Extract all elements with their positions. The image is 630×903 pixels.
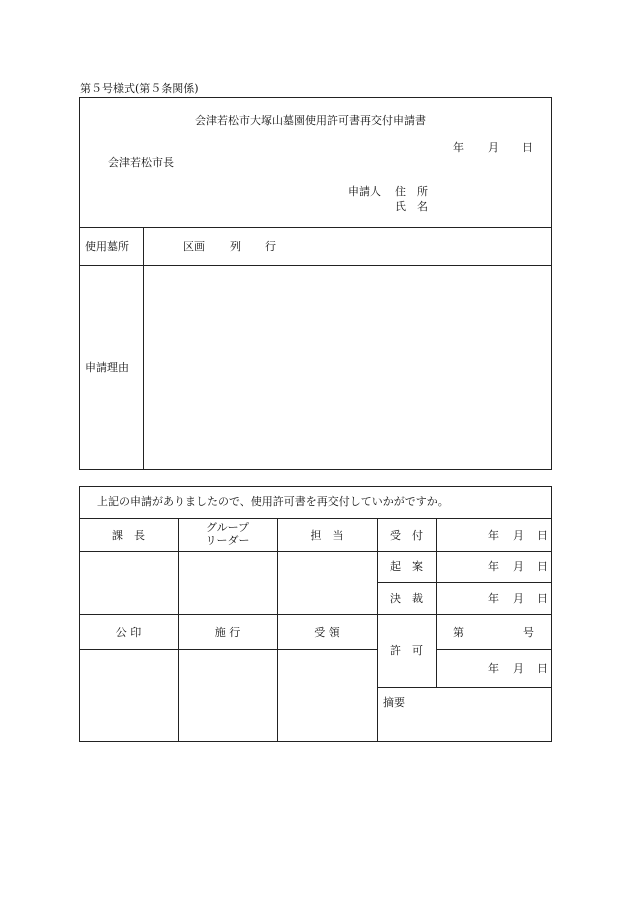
drafted-year: 年 (488, 560, 499, 573)
permit-number-suffix: 号 (523, 626, 534, 639)
executed-header: 施 行 (214, 626, 241, 639)
admin-statement: 上記の申請がありましたので、使用許可書を再交付していかがですか。 (97, 495, 449, 508)
received-day: 日 (537, 529, 548, 542)
plot-line-label: 行 (265, 240, 276, 253)
notes-label: 摘要 (383, 696, 405, 709)
divider (79, 518, 552, 519)
group-leader-header-line2: リーダー (205, 534, 250, 548)
permit-month: 月 (513, 662, 524, 675)
permit-day: 日 (537, 662, 548, 675)
staff-stamp-cell[interactable] (282, 556, 372, 610)
permit-number-prefix: 第 (453, 626, 464, 639)
divider (377, 687, 552, 688)
form-number-label: 第５号様式(第５条関係) (80, 82, 199, 95)
divider (377, 551, 552, 552)
drafted-month: 月 (513, 560, 524, 573)
date-month-label: 月 (488, 141, 499, 154)
group-leader-header (178, 521, 277, 547)
divider (79, 227, 552, 228)
divider (436, 518, 437, 687)
chief-header: 課 長 (112, 529, 145, 542)
plot-row-label: 列 (230, 240, 241, 253)
group-leader-stamp-cell[interactable] (183, 556, 273, 610)
approved-day: 日 (537, 592, 548, 605)
seal-stamp-cell[interactable] (84, 654, 174, 738)
permit-header: 許 可 (390, 644, 423, 657)
drafted-header: 起 案 (390, 560, 423, 573)
drafted-day: 日 (537, 560, 548, 573)
plot-section-label: 区画 (183, 240, 205, 253)
staff-header: 担 当 (310, 529, 344, 542)
received-header: 受 付 (390, 529, 423, 542)
date-year-label: 年 (453, 141, 464, 154)
received-year: 年 (488, 529, 499, 542)
chief-stamp-cell[interactable] (84, 556, 174, 610)
divider (79, 649, 377, 650)
reason-field[interactable] (150, 272, 546, 464)
applicant-label: 申請人 (348, 185, 381, 198)
permit-year: 年 (488, 662, 499, 675)
divider (437, 649, 552, 650)
divider (79, 265, 552, 266)
received-month: 月 (513, 529, 524, 542)
group-leader-header-line1: グループ (205, 521, 250, 534)
form-title: 会津若松市大塚山墓園使用許可書再交付申請書 (195, 114, 426, 127)
divider (377, 582, 552, 583)
name-label: 氏 名 (395, 200, 428, 213)
reason-label: 申請理由 (85, 361, 129, 374)
address-label: 住 所 (395, 185, 428, 198)
divider (377, 518, 378, 742)
approved-year: 年 (488, 592, 499, 605)
addressee: 会津若松市長 (108, 156, 174, 169)
date-day-label: 日 (522, 141, 533, 154)
divider (143, 227, 144, 470)
approved-header: 決 裁 (390, 592, 423, 605)
approved-month: 月 (513, 592, 524, 605)
receipt-stamp-cell[interactable] (282, 654, 372, 738)
divider (79, 614, 552, 615)
seal-header: 公 印 (115, 626, 142, 639)
receipt-header: 受 領 (314, 626, 340, 639)
plot-label: 使用墓所 (85, 240, 129, 253)
executed-stamp-cell[interactable] (183, 654, 273, 738)
